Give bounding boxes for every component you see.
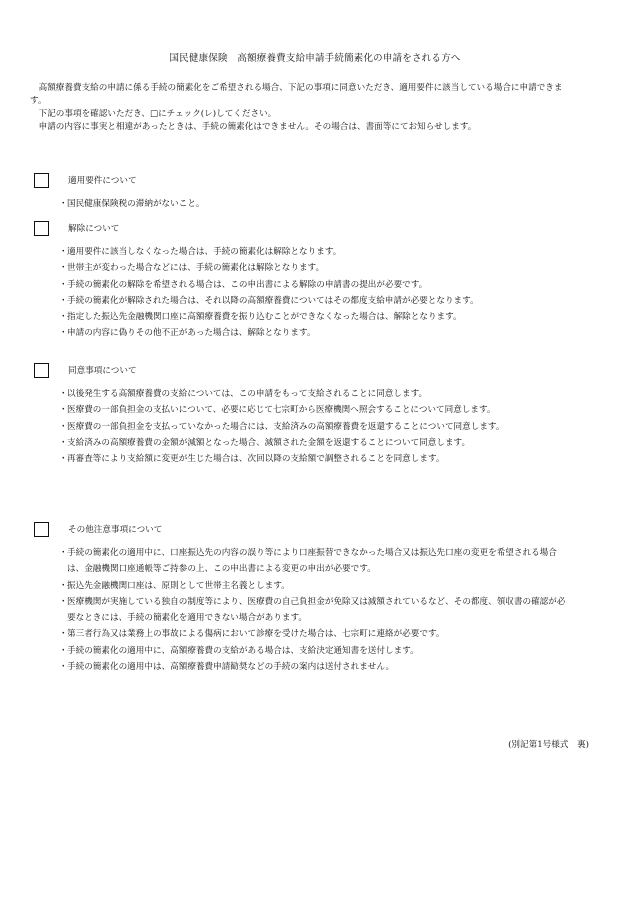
consent-checkbox[interactable] xyxy=(34,363,49,378)
list-item: ・ 医療費の一部負担金を支払っていなかった場合には、支給済みの高額療養費を返還することについて同意します。 xyxy=(59,421,505,432)
list-item: ・ 手続の簡素化が解除された場合は、それ以降の高額療養費についてはその都度支給申請が必要となります。 xyxy=(59,295,479,306)
intro-paragraph-1: 高額療養費支給の申請に係る手続の簡素化をご希望される場合、下記の事項に同意いただき、適用要件に該当している場合に申請できます。 xyxy=(30,83,563,106)
list-item: ・ 第三者行為又は業務上の事故による傷病において診療を受けた場合は、七宗町に連絡が必要です。 xyxy=(59,629,445,640)
page-title: 国民健康保険 高額療養費支給申請手続簡素化の申請をされる方へ xyxy=(169,53,461,64)
list-item: ・ 適用要件に該当しなくなった場合は、手続の簡素化は解除となります。 xyxy=(59,247,342,257)
section-title: 同意事項について xyxy=(68,366,137,376)
list-item: ・ 支給済みの高額療養費の金額が減額となった場合、減額された金額を返還することについて同意します。 xyxy=(59,437,471,448)
item-list xyxy=(34,545,574,675)
requirements-checkbox[interactable] xyxy=(34,173,49,188)
list-item: ・ 国民健康保険税の滞納がないこと。 xyxy=(59,199,205,209)
list-item: ・ 世帯主が変わった場合などには、手続の簡素化は解除となります。 xyxy=(59,263,325,274)
list-item: ・ 医療機関が実施している独自の制度等により、医療費の自己負担金が免除又は減額されているなど、その都度、領収書の確認が必要なときには、手続の簡素化を適用できない場合があります。 xyxy=(59,596,566,624)
section-other-notes xyxy=(34,522,574,675)
form-number-label: (別記第1号様式 裏) xyxy=(508,740,589,750)
intro-text xyxy=(30,82,565,134)
list-item: ・ 指定した振込先金融機関口座に高額療養費を振り込むことができなくなった場合は、解除となります。 xyxy=(59,312,462,323)
list-item: ・ 以後発生する高額療養費の支給については、この申請をもって支給されることに同意します。 xyxy=(59,389,428,399)
item-list xyxy=(34,386,574,467)
section-title: 適用要件について xyxy=(68,176,137,186)
list-item: ・ 手続の簡素化の適用中に、口座振込先の内容の誤り等により口座振替できなかった場合又は振込先口座の変更を希望される場合は、金融機関口座通帳等ご持参の上、この申出書による変更の申出が必要です。 xyxy=(59,548,557,575)
other-notes-checkbox[interactable] xyxy=(34,522,49,537)
item-list xyxy=(34,196,574,212)
list-item: ・ 申請の内容に偽りその他不正があった場合は、解除となります。 xyxy=(59,328,316,339)
section-title: その他注意事項について xyxy=(68,525,163,535)
intro-paragraph-3: 申請の内容に事実と相違があったときは、手続の簡素化はできません。その場合は、書面等にてお知らせします。 xyxy=(30,122,477,132)
intro-paragraph-2: 下記の事項を確認いただき、□にチェック(レ)してください。 xyxy=(30,109,277,119)
section-cancellation xyxy=(34,221,574,342)
section-requirements xyxy=(34,173,574,212)
list-item: ・ 手続の簡素化の解除を希望される場合は、この申出書による解除の申請書の提出が必要です。 xyxy=(59,279,428,290)
cancellation-checkbox[interactable] xyxy=(34,221,49,236)
section-title: 解除について xyxy=(68,224,120,234)
list-item: ・ 医療費の一部負担金の支払いについて、必要に応じて七宗町から医療機関へ照会することについて同意します。 xyxy=(59,405,496,416)
item-list xyxy=(34,244,574,342)
list-item: ・ 再審査等により支給額に変更が生じた場合は、次回以降の支給額で調整されることを同意します。 xyxy=(59,454,445,465)
section-consent xyxy=(34,363,574,467)
list-item: ・ 手続の簡素化の適用中は、高額療養費申請勧奨などの手続の案内は送付されません。 xyxy=(59,662,395,673)
list-item: ・ 手続の簡素化の適用中に、高額療養費の支給がある場合は、支給決定通知書を送付します。 xyxy=(59,645,419,656)
list-item: ・ 振込先金融機関口座は、原則として世帯主名義とします。 xyxy=(59,580,290,591)
